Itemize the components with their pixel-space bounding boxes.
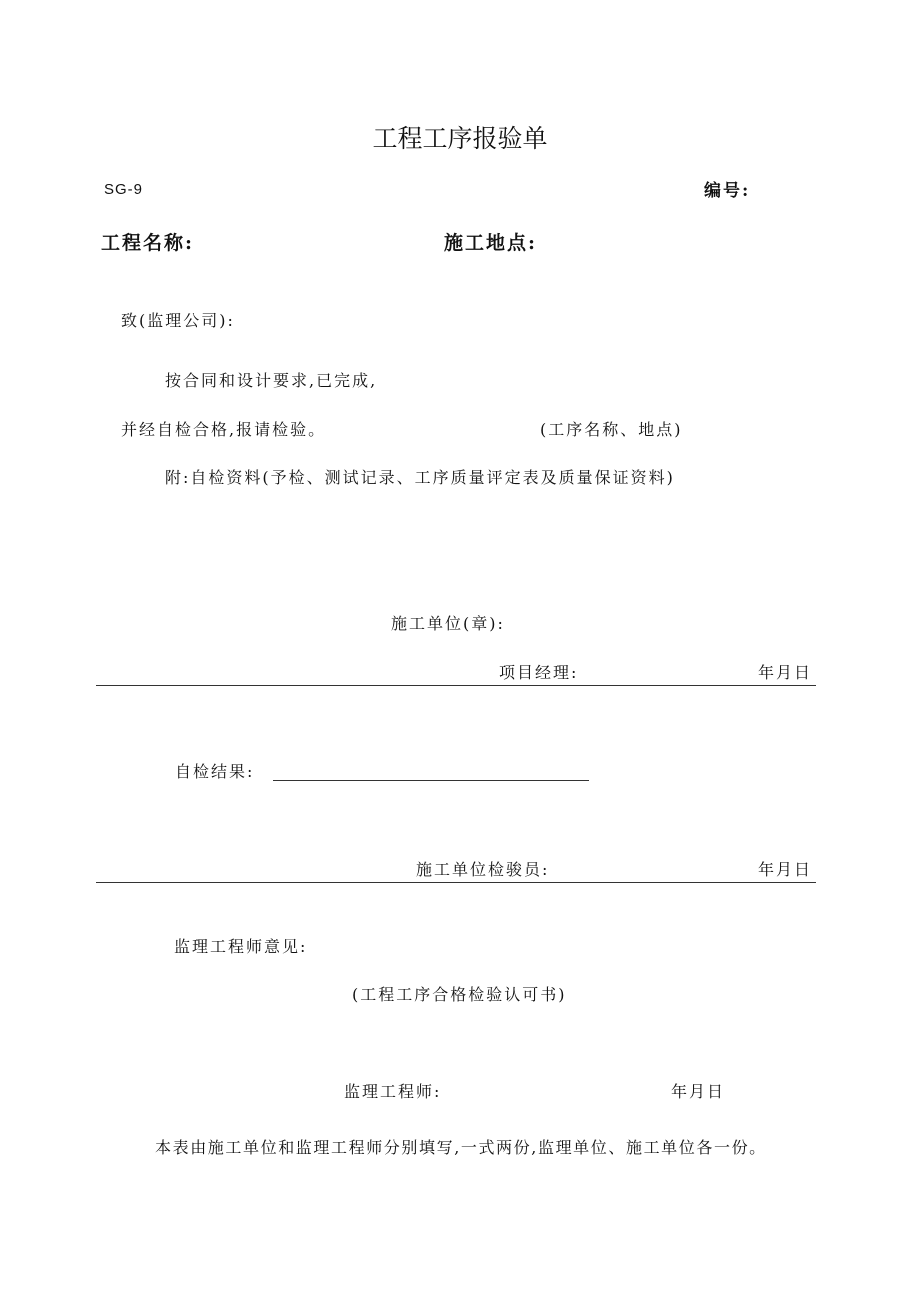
request-line-1: 按合同和设计要求,已完成, xyxy=(165,371,378,390)
serial-number-label: 编号: xyxy=(704,181,751,201)
self-check-date: 年月日 xyxy=(758,860,813,879)
section-divider xyxy=(96,685,816,686)
contractor-date: 年月日 xyxy=(758,663,813,682)
section-divider xyxy=(96,882,816,883)
addressee-line: 致(监理公司): xyxy=(121,311,235,330)
form-title: 工程工序报验单 xyxy=(372,124,548,153)
project-name-label: 工程名称: xyxy=(101,232,195,254)
self-check-result-label: 自检结果: xyxy=(175,762,255,781)
supervising-engineer-label: 监理工程师: xyxy=(344,1082,442,1101)
form-code: SG-9 xyxy=(104,181,144,198)
supervisor-opinion-label: 监理工程师意见: xyxy=(174,937,308,956)
self-check-result-underline xyxy=(273,780,589,781)
request-line-2: 并经自检合格,报请检验。 xyxy=(121,420,327,439)
footer-note: 本表由施工单位和监理工程师分别填写,一式两份,监理单位、施工单位各一份。 xyxy=(155,1138,767,1157)
project-manager-label: 项目经理: xyxy=(499,663,579,682)
certificate-hint: (工程工序合格检验认可书) xyxy=(352,985,567,1004)
supervisor-date: 年月日 xyxy=(671,1082,726,1101)
site-label: 施工地点: xyxy=(444,232,538,254)
attachment-line: 附:自检资料(予检、测试记录、工序质量评定表及质量保证资料) xyxy=(165,468,675,487)
procedure-hint: (工序名称、地点) xyxy=(540,420,683,439)
inspector-label: 施工单位检骏员: xyxy=(416,860,550,879)
contractor-unit-label: 施工单位(章): xyxy=(391,614,505,633)
